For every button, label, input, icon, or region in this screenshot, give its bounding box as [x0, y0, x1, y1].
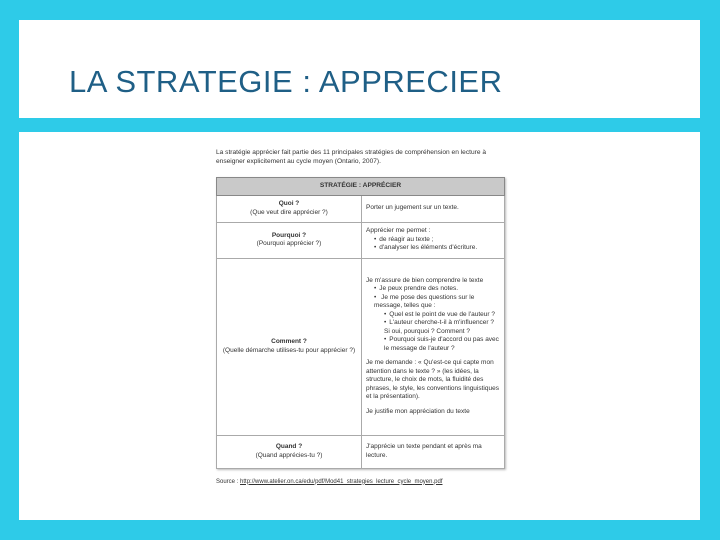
question-subtitle: (Pourquoi apprécier ?) — [256, 240, 322, 248]
source-line — [216, 479, 516, 485]
question-cell — [217, 195, 362, 222]
list-item: • d'analyser les éléments d'écriture. — [374, 244, 500, 253]
list-item: • de réagir au texte ; — [374, 236, 500, 245]
sub-list — [374, 311, 500, 354]
table-header: STRATÉGIE : APPRÉCIER — [217, 177, 505, 195]
question-cell — [217, 258, 362, 435]
slide-title: LA STRATEGIE : APPRECIER — [69, 64, 503, 99]
answer-list — [366, 285, 500, 353]
answer-lead: Je m'assure de bien comprendre le texte — [366, 276, 484, 284]
table-row-comment — [217, 258, 505, 435]
answer-cell — [362, 258, 505, 435]
list-item-text: Je me pose des questions sur le message, telles que : — [374, 293, 475, 310]
title-panel — [19, 20, 700, 118]
answer-cell — [362, 435, 505, 468]
question-subtitle: (Quand apprécies-tu ?) — [255, 451, 323, 459]
table-row-quoi — [217, 195, 505, 222]
table-row-quand — [217, 435, 505, 468]
sub-list-item: • L'auteur cherche-t-il à m'influencer ? Si oui, pourquoi ? Comment ? — [384, 319, 500, 336]
question-cell — [217, 435, 362, 468]
sub-list-item: • Pourquoi suis-je d'accord ou pas avec le message de l'auteur ? — [384, 336, 500, 353]
answer-lead: Apprécier me permet : — [366, 227, 431, 235]
answer-text: J'apprécie un texte pendant et après ma lecture. — [366, 443, 482, 459]
answer-paragraph: Je me demande : « Qu'est-ce qui capte mon attention dans le texte ? » (les idées, la structure, le choix de mots, la fluidité des phrases, le style, les conventions linguistiques et la présentation). — [366, 359, 499, 401]
question-cell — [217, 222, 362, 258]
question-title: Quand ? — [275, 443, 303, 451]
answer-cell — [362, 222, 505, 258]
answer-list — [366, 236, 500, 253]
source-link[interactable]: http://www.atelier.on.ca/edu/pdf/Mod41_strategies_lecture_cycle_moyen.pdf — [240, 478, 443, 485]
strategy-table — [216, 177, 505, 469]
table-row-pourquoi — [217, 222, 505, 258]
sub-list-item: • Quel est le point de vue de l'auteur ? — [384, 311, 500, 320]
question-title: Pourquoi ? — [271, 231, 307, 239]
question-title: Comment ? — [271, 338, 307, 346]
question-subtitle: (Que veut dire apprécier ?) — [250, 208, 328, 216]
list-item — [374, 294, 500, 354]
answer-paragraph: Je justifie mon appréciation du texte — [366, 407, 470, 415]
source-label: Source : — [216, 478, 239, 485]
answer-cell — [362, 195, 505, 222]
answer-text: Porter un jugement sur un texte. — [366, 204, 459, 212]
intro-text: La stratégie apprécier fait partie des 11 principales stratégies de compréhension en lecture à enseigner explicitement au cycle moyen (Ontario, 2007). — [216, 149, 487, 165]
question-title: Quoi ? — [278, 200, 300, 208]
question-subtitle: (Quelle démarche utilises-tu pour apprécier ?) — [222, 346, 356, 354]
content-panel — [19, 132, 700, 520]
document-excerpt — [216, 149, 516, 485]
list-item: • Je peux prendre des notes. — [374, 285, 500, 294]
